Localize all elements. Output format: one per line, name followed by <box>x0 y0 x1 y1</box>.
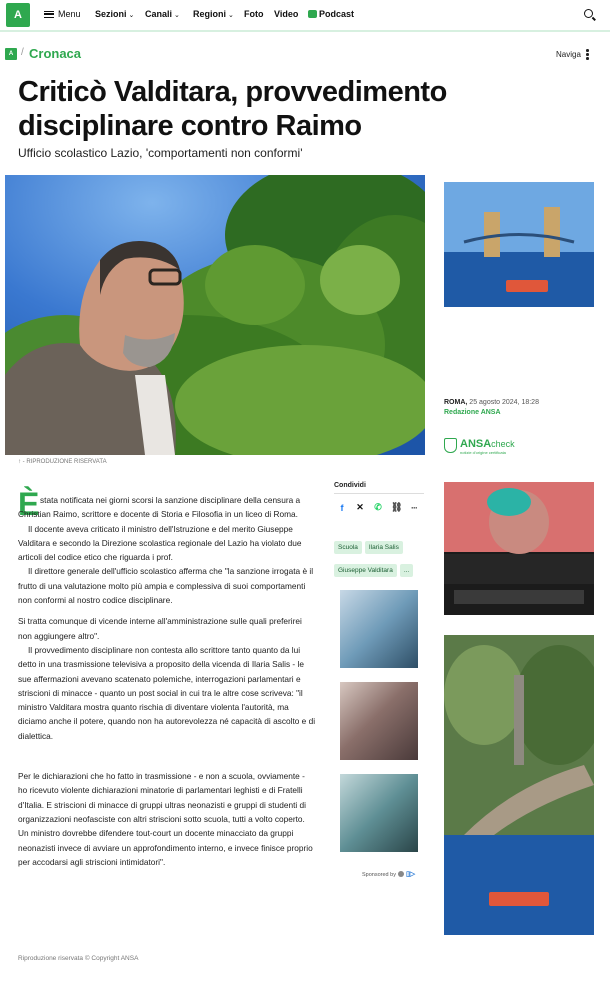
nav-item-foto[interactable]: Foto <box>244 9 264 19</box>
paragraph: stata notificata nei giorni scorsi la sanzione disciplinare della censura a Christian Raimo, scrittore e docente di Storia e Filosofia in un liceo di Roma. <box>18 495 301 520</box>
podcast-icon <box>308 10 317 18</box>
more-icon[interactable]: ··· <box>411 502 417 513</box>
sponsored-thumbnail[interactable] <box>340 774 418 852</box>
naviga-label[interactable]: Naviga <box>556 50 581 59</box>
section-header <box>0 42 610 66</box>
x-icon[interactable]: ✕ <box>356 502 364 512</box>
paragraph: Il docente aveva criticato il ministro dell'Istruzione e del merito Giuseppe Valditara e secondo la Direzione scolastica regionale del Lazio ha violato due articoli del codice etico che riguarda i prof. <box>18 523 302 563</box>
hamburger-icon <box>44 11 54 18</box>
breadcrumb-separator: / <box>21 47 24 58</box>
sponsored-thumbnail[interactable] <box>340 590 418 668</box>
copyright-note: Riproduzione riservata © Copyright ANSA <box>18 955 139 962</box>
ansacheck-brand: ANSA <box>460 438 492 450</box>
menu-label: Menu <box>58 9 81 19</box>
ansacheck-suffix: check <box>491 439 515 449</box>
nav-item-video[interactable]: Video <box>274 9 299 19</box>
sponsored-by[interactable]: Sponsored by ▯▷ <box>362 871 416 878</box>
ad-banner-bottom[interactable] <box>444 635 594 935</box>
photo-caption: ↑ - RIPRODUZIONE RISERVATA <box>18 459 107 465</box>
chevron-down-icon: ⌄ <box>174 12 180 19</box>
sponsor-icon <box>398 871 404 877</box>
tag-list <box>334 536 429 582</box>
article-headline: Criticò Valditara, provvedimento disciplinare contro Raimo <box>18 76 447 142</box>
article-subhead: Ufficio scolastico Lazio, 'comportamenti non conformi' <box>18 146 303 160</box>
article-date: ROMA, 25 agosto 2024, 18:28 <box>444 399 539 406</box>
ansacheck-subtitle: notizie d'origine certificata <box>460 450 506 455</box>
ad-banner-top[interactable] <box>444 182 594 307</box>
paragraph: Si tratta comunque di vicende interne all'amministrazione sulle quali preferirei non aggiungere altro". <box>18 616 302 641</box>
paragraph: Il direttore generale dell'ufficio scolastico afferma che "la sanzione irrogata è il frutto di una valutazione molto più ampia e complessiva di suoi comportamenti non conformi al nostro codice disciplinare. <box>18 566 314 606</box>
facebook-icon[interactable]: f <box>340 502 344 513</box>
drop-cap: È <box>18 486 40 522</box>
section-logo: A <box>5 48 17 60</box>
share-bar <box>337 502 419 513</box>
share-label: Condividi <box>334 482 366 489</box>
search-icon[interactable] <box>584 9 593 18</box>
paragraph: Per le dichiarazioni che ho fatto in trasmissione - e non a scuola, ovviamente - ho ricevuto violente dichiarazioni minatorie di parlamentari leghisti e di Fratelli d'Italia. E striscioni di minacce di gruppi ultras neonazisti e gruppi di studenti di organizzazioni neofasciste con altri striscioni sotto scuola, tutti a volto coperto. Un ministro dovrebbe difendere tout-court un docente minacciato da gruppi neonazisti invece di avviare un approfondimento interno, e invece finisce proprio per accodarsi agli striscioni intimidatori". <box>18 771 313 867</box>
ansacheck-badge[interactable] <box>444 438 534 454</box>
article-body <box>18 493 316 869</box>
whatsapp-icon[interactable]: ✆ <box>374 502 382 512</box>
kebab-menu-icon[interactable] <box>586 49 589 60</box>
nav-item-podcast[interactable]: Podcast <box>308 9 354 19</box>
ad-banner-middle[interactable] <box>444 482 594 615</box>
sponsor-logo: ▯▷ <box>405 871 416 878</box>
nav-item-sezioni[interactable]: Sezioni ⌄ <box>95 9 135 19</box>
tag-giuseppe-valditara[interactable]: Giuseppe Valditara <box>334 564 397 577</box>
link-icon[interactable]: ⛓ <box>391 502 403 512</box>
nav-item-canali[interactable]: Canali ⌄ <box>145 9 180 19</box>
tag-scuola[interactable]: Scuola <box>334 541 362 554</box>
article-photo <box>5 175 425 455</box>
shield-check-icon <box>444 438 457 453</box>
chevron-down-icon: ⌄ <box>128 12 135 19</box>
article-author[interactable]: Redazione ANSA <box>444 409 501 416</box>
share-divider <box>334 493 424 494</box>
paragraph: Il provvedimento disciplinare non contesta allo scrittore tanto quanto da lui detto in una trasmissione televisiva a proposito della vicenda di Ilaria Salis - le sue affermazioni avevano scatenato polemiche, interrogazioni parlamentari e striscioni di minacce - quanto un post social in cui tra le altre cose scriveva: "il ministro Valditara mostra quanto rischia di diventare violenta l'autorità, ma diciamo anche il potere, quando non ha autorevolezza né capacità di ascolto e di dialettica. <box>18 644 316 741</box>
chevron-down-icon: ⌄ <box>228 12 234 19</box>
ansa-logo[interactable]: A <box>6 3 30 27</box>
nav-item-regioni[interactable]: Regioni ⌄ <box>193 9 234 19</box>
tag-more[interactable]: ... <box>400 564 413 577</box>
tag-ilaria-salis[interactable]: Ilaria Salis <box>365 541 403 554</box>
section-name[interactable]: Cronaca <box>29 46 82 61</box>
top-nav <box>0 0 610 32</box>
menu-button[interactable] <box>44 9 81 19</box>
sponsored-thumbnail[interactable] <box>340 682 418 760</box>
